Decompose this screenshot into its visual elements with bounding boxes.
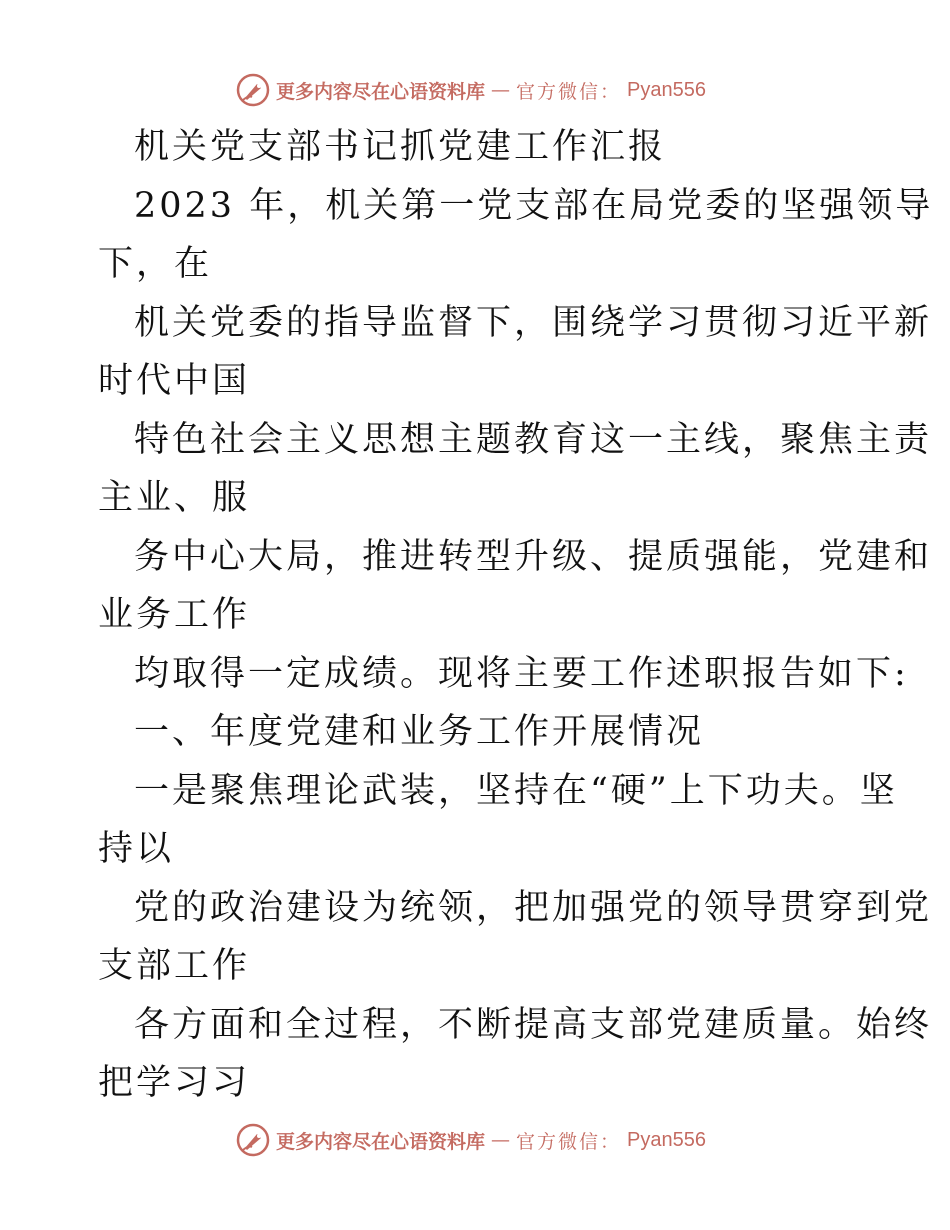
document-line: 各方面和全过程，不断提高支部党建质量。始终 (134, 1004, 933, 1045)
document-line: 支部工作 (98, 946, 251, 986)
document-line: 把学习习 (98, 1063, 251, 1103)
document-body (98, 118, 934, 1113)
document-line: 务中心大局，推进转型升级、提质强能，党建和 (134, 536, 933, 577)
document-line: 机关党委的指导监督下，围绕学习贯彻习近平新 (134, 302, 933, 343)
document-line: 持以 (98, 829, 175, 869)
document-line: 一、年度党建和业务工作开展情况 (134, 712, 705, 752)
watermark-brand: 更多内容尽在心语资料库 (276, 1130, 486, 1153)
document-line: 机关党支部书记抓党建工作汇报 (134, 127, 667, 167)
watermark-official-label: 官方微信： (516, 80, 622, 103)
document-line: 一是聚焦理论武装，坚持在“硬”上下功夫。坚 (134, 770, 898, 811)
watermark-official-label: 官方微信： (516, 1130, 622, 1153)
document-line: 时代中国 (98, 361, 251, 401)
document-line: 业务工作 (98, 595, 251, 635)
watermark-brand: 更多内容尽在心语资料库 (276, 80, 486, 103)
watermark-wechat-id: Pyan556 (627, 1128, 706, 1151)
watermark-wechat-id: Pyan556 (627, 78, 706, 101)
watermark-separator: — (491, 1129, 511, 1151)
pen-nib-circle-icon (236, 1123, 270, 1157)
pen-nib-circle-icon (236, 73, 270, 107)
document-line: 2023 年，机关第一党支部在局党委的坚强领导 (134, 185, 934, 226)
watermark-header (236, 70, 706, 110)
watermark-separator: — (491, 79, 511, 101)
document-line: 党的政治建设为统领，把加强党的领导贯穿到党 (134, 887, 933, 928)
document-line: 均取得一定成绩。现将主要工作述职报告如下: (134, 653, 909, 694)
document-line: 主业、服 (98, 478, 251, 518)
watermark-footer (236, 1120, 706, 1160)
document-line: 特色社会主义思想主题教育这一主线，聚焦主责 (134, 419, 933, 460)
document-line: 下，在 (98, 244, 213, 284)
